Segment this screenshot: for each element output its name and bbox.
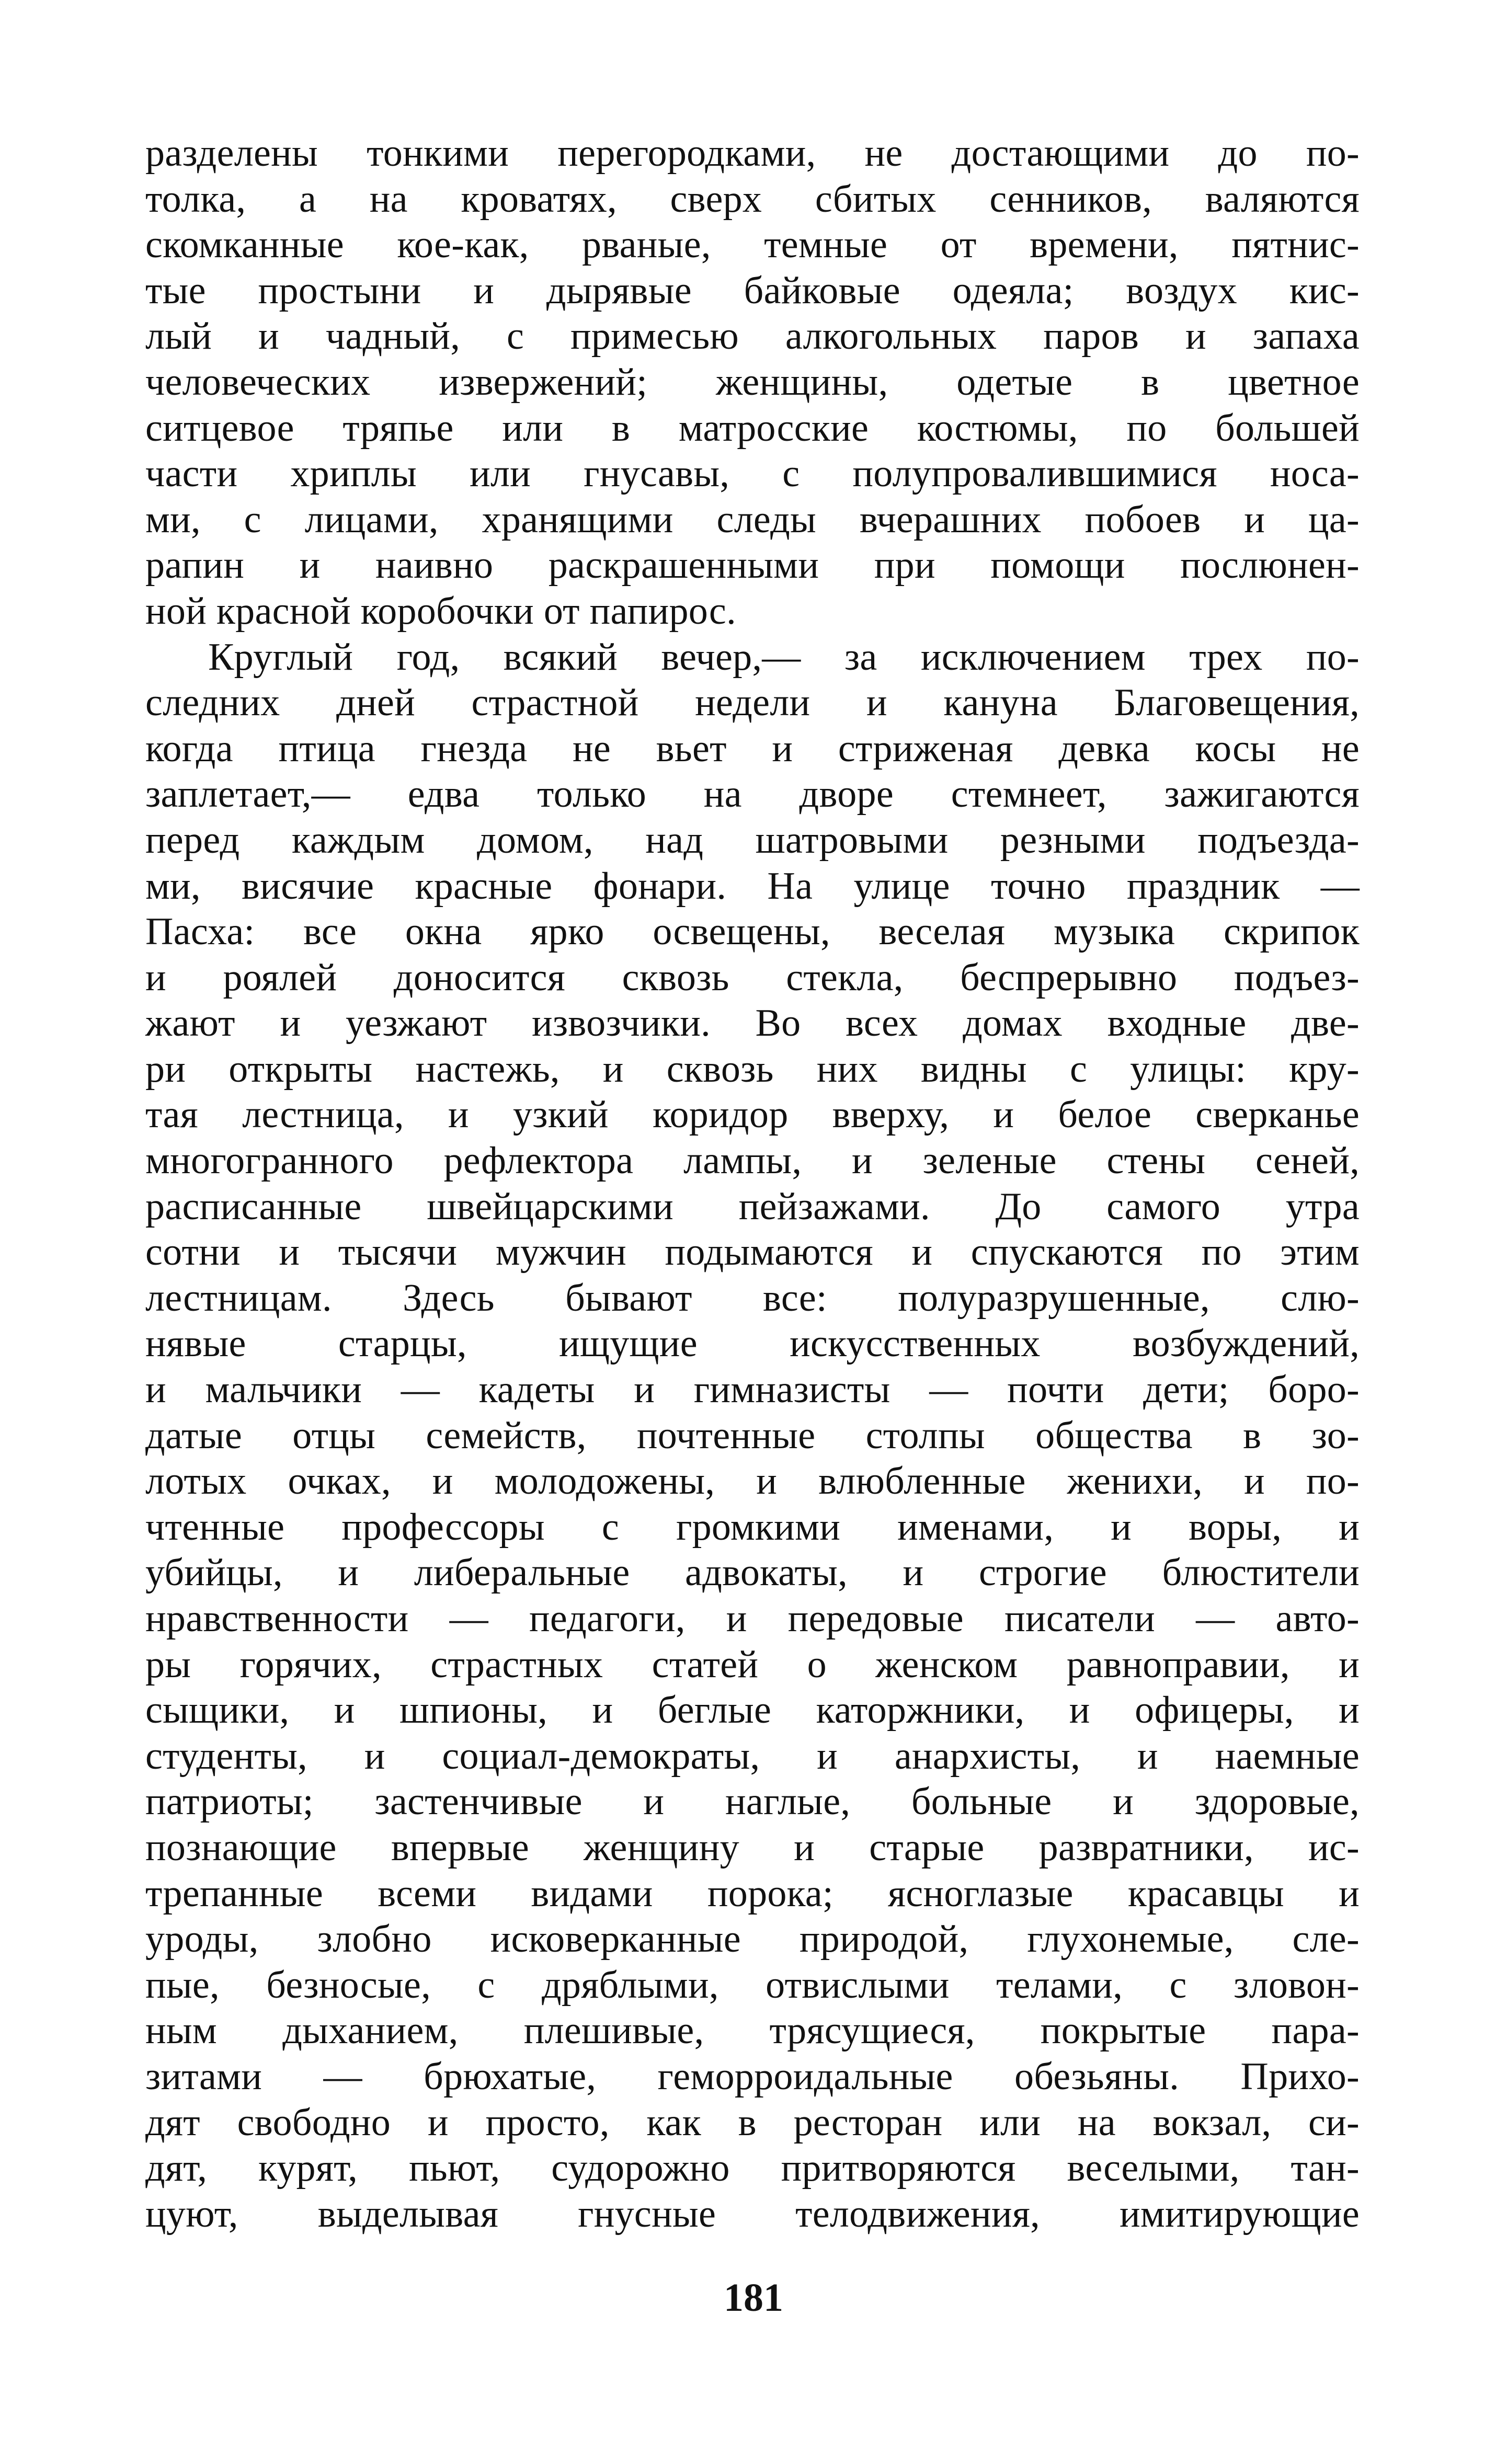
text-line: лый и чадный, с примесью алкогольных паров и запаха (145, 315, 1360, 358)
text-line: Круглый год, всякий вечер,— за исключением трех по- (208, 635, 1360, 679)
text-line: тая лестница, и узкий коридор вверху, и белое сверканье (145, 1093, 1360, 1137)
text-line: ной красной коробочки от папирос. (145, 589, 736, 633)
paragraph (145, 635, 1360, 2238)
text-line: пые, безносые, с дряблыми, отвислыми телами, с зловон- (145, 1963, 1360, 2007)
text-line: рапин и наивно раскрашенными при помощи послюнен- (145, 544, 1360, 587)
text-line: когда птица гнезда не вьет и стриженая девка косы не (145, 727, 1360, 770)
text-line: ным дыханием, плешивые, трясущиеся, покрытые пара- (145, 2009, 1360, 2053)
text-line: сыщики, и шпионы, и беглые каторжники, и офицеры, и (145, 1689, 1360, 1732)
text-line: скомканные кое-как, рваные, темные от времени, пятнис- (145, 223, 1360, 267)
text-line: ми, висячие красные фонари. На улице точно праздник — (145, 864, 1360, 908)
page-number: 181 (724, 2276, 783, 2320)
text-line: нравственности — педагоги, и передовые писатели — авто- (145, 1597, 1360, 1640)
text-line: патриоты; застенчивые и наглые, больные и здоровые, (145, 1780, 1360, 1824)
text-line: ры горячих, страстных статей о женском равноправии, и (145, 1643, 1360, 1686)
text-line: и мальчики — кадеты и гимназисты — почти дети; боро- (145, 1368, 1360, 1412)
text-line: ри открыты настежь, и сквозь них видны с улицы: кру- (145, 1047, 1360, 1091)
text-line: трепанные всеми видами порока; ясноглазые красавцы и (145, 1872, 1360, 1915)
text-line: человеческих извержений; женщины, одетые в цветное (145, 360, 1360, 404)
text-line: дят, курят, пьют, судорожно притворяются веселыми, тан- (145, 2147, 1360, 2190)
text-line: чтенные профессоры с громкими именами, и воры, и (145, 1505, 1360, 1549)
text-line: тые простыни и дырявые байковые одеяла; воздух кис- (145, 269, 1360, 312)
text-line: познающие впервые женщину и старые развратники, ис- (145, 1826, 1360, 1869)
text-line: лестницам. Здесь бывают все: полуразрушенные, слю- (145, 1276, 1360, 1320)
text-line: разделены тонкими перегородками, не достающими до по- (145, 132, 1360, 175)
body-text (145, 131, 1360, 2237)
text-line: нявые старцы, ищущие искусственных возбуждений, (145, 1322, 1360, 1366)
text-line: лотых очках, и молодожены, и влюбленные женихи, и по- (145, 1460, 1360, 1503)
text-line: следних дней страстной недели и кануна Благовещения, (145, 681, 1360, 725)
text-line: ситцевое тряпье или в матросские костюмы, по большей (145, 406, 1360, 450)
text-line: и роялей доносится сквозь стекла, беспрерывно подъез- (145, 956, 1360, 999)
text-line: части хриплы или гнусавы, с полупровалившимися носа- (145, 452, 1360, 496)
text-line: жают и уезжают извозчики. Во всех домах входные две- (145, 1002, 1360, 1045)
text-line: многогранного рефлектора лампы, и зеленые стены сеней, (145, 1139, 1360, 1183)
text-line: расписанные швейцарскими пейзажами. До самого утра (145, 1185, 1360, 1228)
text-line: уроды, злобно исковерканные природой, глухонемые, сле- (145, 1918, 1360, 1961)
text-line: цуют, выделывая гнусные телодвижения, имитирующие (145, 2192, 1360, 2236)
text-line: сотни и тысячи мужчин подымаются и спускаются по этим (145, 1231, 1360, 1274)
text-line: ми, с лицами, хранящими следы вчерашних побоев и ца- (145, 498, 1360, 541)
text-line: студенты, и социал-демократы, и анархисты, и наемные (145, 1734, 1360, 1778)
text-line: убийцы, и либеральные адвокаты, и строгие блюстители (145, 1551, 1360, 1595)
text-line: Пасха: все окна ярко освещены, веселая музыка скрипок (145, 910, 1360, 954)
text-line: перед каждым домом, над шатровыми резными подъезда- (145, 818, 1360, 862)
text-line: заплетает,— едва только на дворе стемнеет, зажигаются (145, 773, 1360, 816)
paragraph (145, 131, 1360, 635)
text-line: датые отцы семейств, почтенные столпы общества в зо- (145, 1414, 1360, 1457)
text-line: зитами — брюхатые, геморроидальные обезьяны. Прихо- (145, 2055, 1360, 2098)
text-line: дят свободно и просто, как в ресторан или на вокзал, си- (145, 2101, 1360, 2144)
text-line: толка, а на кроватях, сверх сбитых сенников, валяются (145, 177, 1360, 221)
